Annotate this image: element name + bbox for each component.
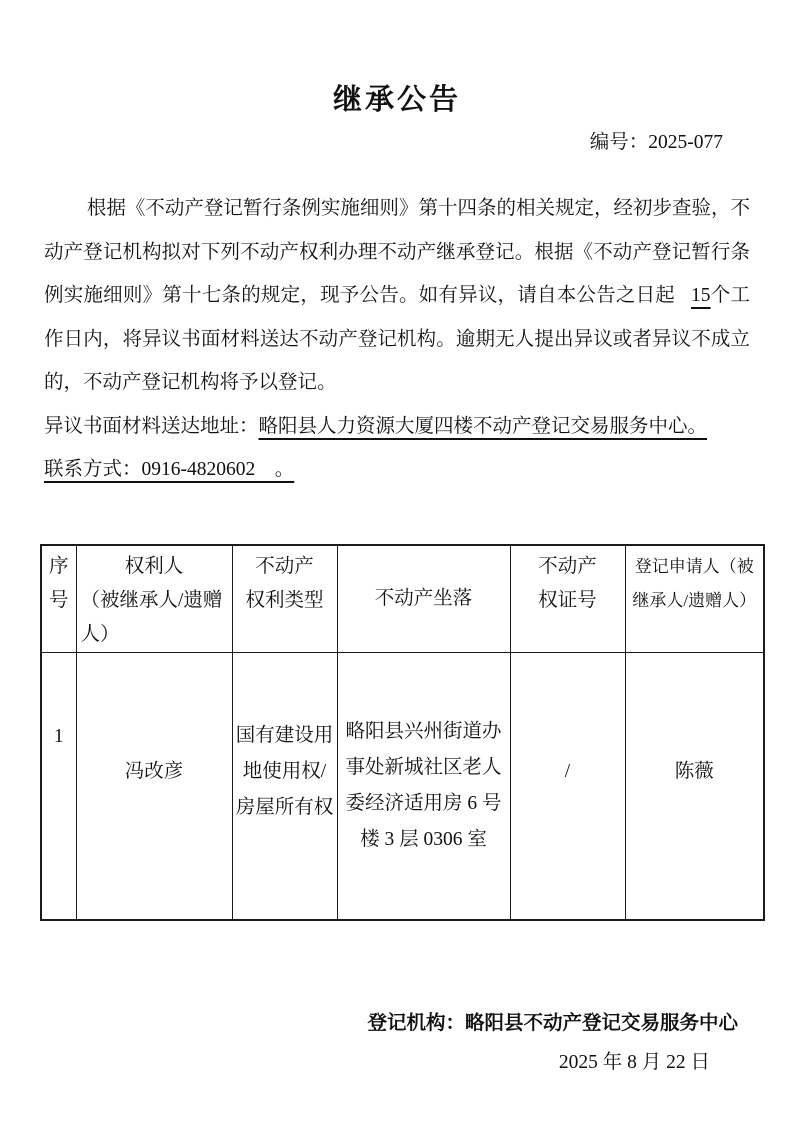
registration-authority-line: 登记机构：略阳县不动产登记交易服务中心 xyxy=(367,1012,738,1034)
header-seq xyxy=(41,545,76,653)
main-paragraph-text-after: 个工作日内，将异议书面材料送达不动产登记机构。逾期无人提出异议或者异议不成立的，不动产登记机构将予以登记。 xyxy=(44,285,750,393)
cell-rights-holder-value: 冯改彦 xyxy=(124,760,184,782)
header-cert-no-line2: 权证号 xyxy=(538,589,597,611)
table-row xyxy=(41,652,764,920)
cell-right-type-line2: 地使用权/ xyxy=(242,760,327,782)
header-applicant-label: 登记申请人（被继承人/遗赠人） xyxy=(632,556,757,610)
contact-line xyxy=(44,448,750,492)
main-paragraph-text: 根据《不动产登记暂行条例实施细则》第十四条的相关规定，经初步查验，不动产登记机构拟对下列不动产权利办理不动产继承登记。根据《不动产登记暂行条例实施细则》第十七条的规定，现予公告。如有异议，请自本公告之日起 xyxy=(44,198,750,306)
address-line xyxy=(44,405,750,449)
notice-body xyxy=(44,187,750,492)
table-header-row xyxy=(41,545,764,653)
address-value-underlined: 略阳县人力资源大厦四楼不动产登记交易服务中心。 xyxy=(258,415,708,437)
header-applicant xyxy=(625,545,764,653)
cell-location xyxy=(337,652,510,920)
cell-right-type-line3: 房屋所有权 xyxy=(235,796,334,818)
cell-right-type-value xyxy=(233,718,337,826)
cell-applicant xyxy=(625,652,764,920)
header-rights-holder-line1: 权利人 xyxy=(124,555,184,577)
cell-right-type xyxy=(232,652,337,920)
header-rights-holder-line2: （被继承人/遗赠人） xyxy=(80,589,223,645)
doc-number: 编号：2025-077 xyxy=(589,132,723,153)
cell-applicant-value: 陈薇 xyxy=(674,760,714,782)
header-right-type-line1: 不动产 xyxy=(255,555,314,577)
cell-location-line1: 略阳县兴州街道办 xyxy=(345,720,502,742)
objection-days-underlined: 15 xyxy=(691,285,711,306)
cell-seq-value: 1 xyxy=(53,725,64,747)
cell-location-line4: 楼 3 层 0306 室 xyxy=(360,828,487,850)
header-right-type-line2: 权利类型 xyxy=(245,589,324,611)
cell-rights-holder xyxy=(76,652,232,920)
contact-value-underlined: 联系方式：0916-4820602 。 xyxy=(44,459,295,480)
cell-location-line2: 事处新城社区老人 xyxy=(345,756,502,778)
cell-cert-no-value: / xyxy=(564,760,571,782)
cell-location-value xyxy=(338,714,510,858)
header-location-label: 不动产坐落 xyxy=(374,587,473,609)
cell-right-type-line1: 国有建设用 xyxy=(235,724,334,746)
cell-location-line3: 委经济适用房 6 号 xyxy=(345,792,502,814)
date-line: 2025 年 8 月 22 日 xyxy=(558,1051,710,1073)
address-label: 异议书面材料送达地址： xyxy=(44,415,259,437)
inheritance-table xyxy=(40,544,765,921)
main-paragraph xyxy=(44,187,750,405)
header-location xyxy=(337,545,510,653)
header-cert-no xyxy=(510,545,625,653)
page-title: 继承公告 xyxy=(332,84,461,116)
header-seq-label: 序号 xyxy=(48,555,69,611)
cell-seq xyxy=(41,652,76,920)
cell-cert-no xyxy=(510,652,625,920)
header-cert-no-line1: 不动产 xyxy=(538,555,597,577)
header-right-type xyxy=(232,545,337,653)
header-rights-holder xyxy=(76,545,232,653)
